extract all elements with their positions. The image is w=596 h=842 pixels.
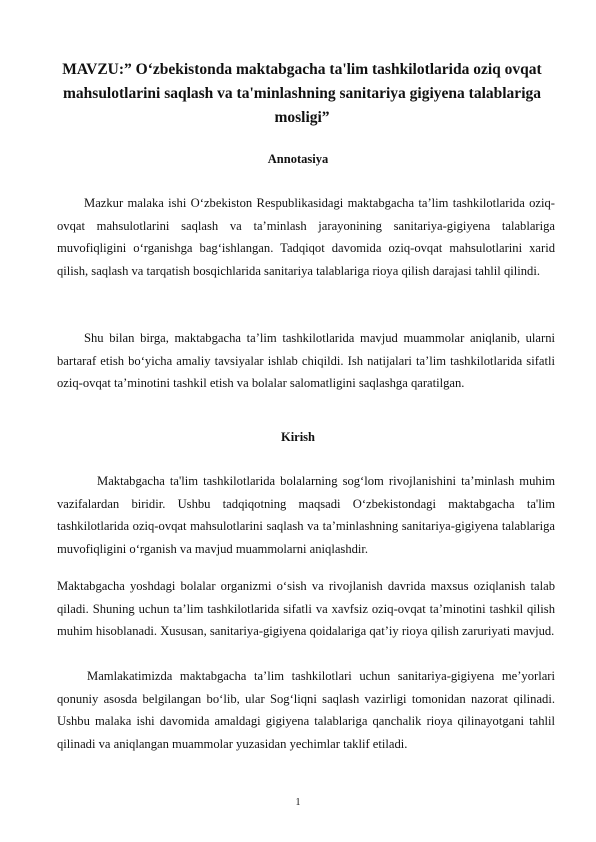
intro-paragraph-1: Maktabgacha ta'lim tashkilotlarida bolalarning sog‘lom rivojlanishini ta’minlash muhim vazifalardan biridir. Ushbu tadqiqotning maqsadi O‘zbekistondagi maktabgacha ta'lim tashkilotlarida oziq-ovqat mahsulotlarini saqlash va ta’minlashning sanitariya-gigiyena talablariga muvofiqligini o‘rganish va mavjud muammolarni aniqlashdir. xyxy=(57,474,555,556)
intro-heading: Kirish xyxy=(280,430,316,444)
annotation-paragraph-1: Mazkur malaka ishi O‘zbekiston Respublikasidagi maktabgacha ta’lim tashkilotlarida oziq-ovqat mahsulotlarini saqlash va ta’minlash jarayonining sanitariya-gigiyena talablariga muvofiqligini o‘rganishga bag‘ishlangan. Tadqiqot davomida oziq-ovqat mahsulotlarini xarid qilish, saqlash va tarqatish bosqichlarida sanitariya talablariga rioya qilish darajasi tahlil qilindi. xyxy=(57,196,555,278)
annotation-paragraph-2: Shu bilan birga, maktabgacha ta’lim tashkilotlarida mavjud muammolar aniqlanib, ularni bartaraf etish bo‘yicha amaliy tavsiyalar ishlab chiqildi. Ish natijalari ta’lim tashkilotlarida sifatli oziq-ovqat ta’minotini tashkil etish va bolalar salomatligini saqlashga qaratilgan. xyxy=(57,331,555,391)
intro-paragraph-3: Mamlakatimizda maktabgacha ta’lim tashkilotlari uchun sanitariya-gigiyena me’yorlari qonuniy asosda belgilangan bo‘lib, ular Sog‘liqni saqlash vazirligi tomonidan nazorat qilinadi. Ushbu malaka ishi davomida amaldagi gigiyena talablariga qanchalik rioya qilinayotgani tahlil qilinadi va aniqlangan muammolar yuzasidan yechimlar taklif etiladi. xyxy=(57,669,555,751)
annotation-heading: Annotasiya xyxy=(267,152,329,166)
document-title: MAVZU:” O‘zbekistonda maktabgacha ta'lim tashkilotlarida oziq ovqat mahsulotlarini saqlash va ta'minlashning sanitariya gigiyena talablariga mosligi” xyxy=(62,61,542,126)
intro-paragraph-2: Maktabgacha yoshdagi bolalar organizmi o‘sish va rivojlanish davrida maxsus oziqlanish talab qiladi. Shuning uchun ta’lim tashkilotlarida sifatli va xavfsiz oziq-ovqat ta’minotini tashkil qilish muhim hisoblanadi. Xususan, sanitariya-gigiyena qoidalariga qat’iy rioya qilish zaruriyati mavjud. xyxy=(57,579,555,639)
page-number: 1 xyxy=(295,797,301,808)
